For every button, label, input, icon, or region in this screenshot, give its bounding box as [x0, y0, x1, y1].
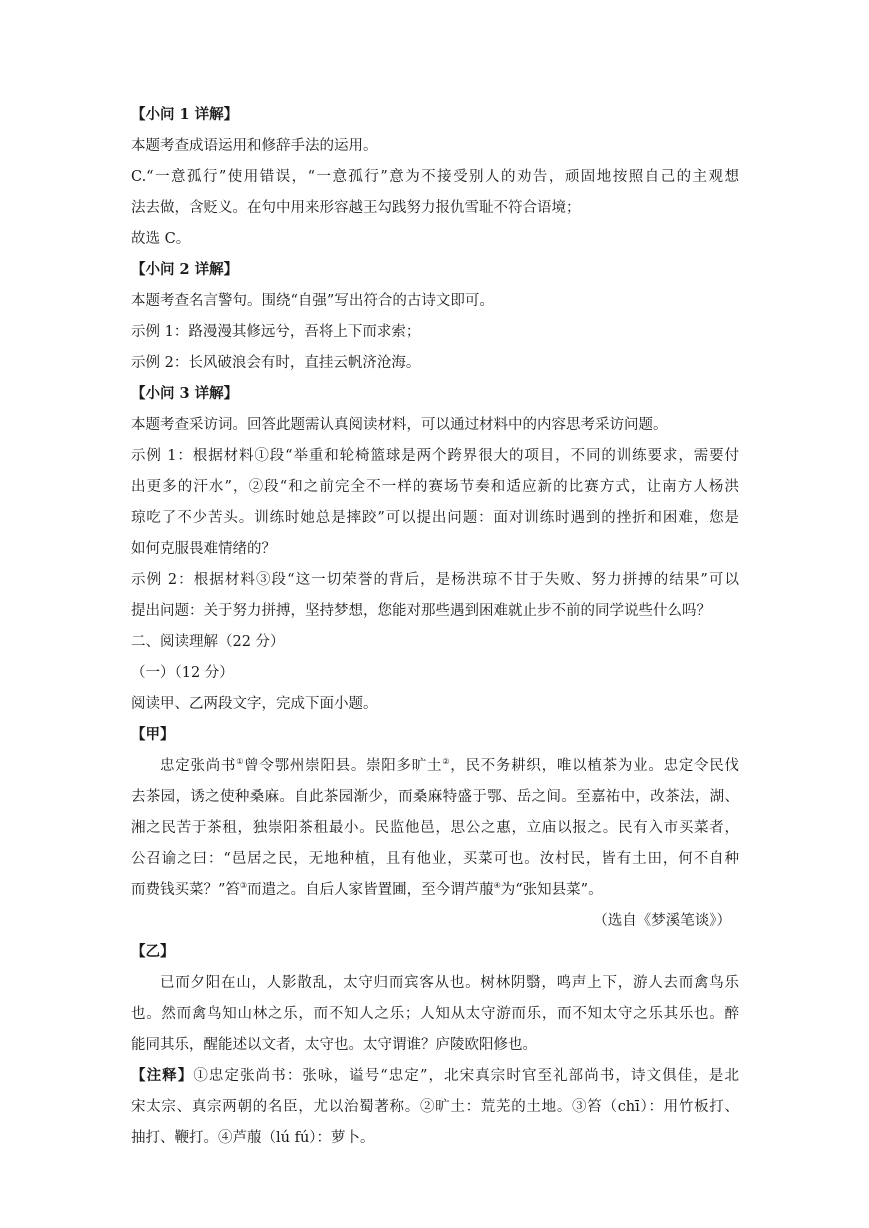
q2-line-1: 本题考查名言警句。围绕“自强”写出符合的古诗文即可。: [131, 293, 494, 309]
yi-line-3: 能同其乐，醒能述以文者，太守也。太守谓谁？庐陵欧阳修也。: [131, 1037, 537, 1053]
yi-line-2: 也。然而禽鸟知山林之乐，而不知人之乐；人知从太守游而乐，而不知太守之乐其乐也。醉: [131, 1006, 739, 1022]
q2-line-2: 示例 1：路漫漫其修远兮，吾将上下而求索；: [131, 324, 421, 340]
q3-line-1: 本题考查采访词。回答此题需认真阅读材料，可以通过材料中的内容思考采访问题。: [131, 417, 668, 433]
section2-subtitle: （一）（12 分）: [131, 665, 234, 681]
yi-line-1: 已而夕阳在山，人影散乱，太守归而宾客从也。树林阴翳，鸣声上下，游人去而禽鸟乐: [160, 975, 739, 991]
q3-line-3: 出更多的汗水”，②段“和之前完全不一样的赛场节奏和适应新的比赛方式，让南方人杨洪: [131, 479, 739, 495]
q1-line-1: 本题考查成语运用和修辞手法的运用。: [131, 138, 378, 154]
q3-line-5: 如何克服畏难情绪的？: [131, 541, 276, 557]
notes-line-3: 抽打、鞭打。④芦菔（lú fú）：萝卜。: [131, 1130, 375, 1146]
q3-line-4: 琼吃了不少苦头。训练时她总是摔跤”可以提出问题：面对训练时遇到的挫折和困难，您是: [131, 510, 739, 526]
jia-line-5: 而费钱买菜？”笞③而遣之。自后人家皆置圃，至今谓芦菔④为“张知县菜”。: [131, 881, 603, 898]
jia-line-1: 忠定张尚书①曾令鄂州崇阳县。崇阳多旷土②，民不务耕织，唯以植茶为业。忠定令民伐: [160, 757, 740, 774]
yi-label: 【乙】: [131, 943, 175, 960]
notes-line-2: 宋太宗、真宗两朝的名臣，尤以治蜀著称。②旷土：荒芜的土地。③笞（chī）：用竹板打、: [131, 1099, 739, 1115]
jia-line-2: 去茶园，诱之使种桑麻。自此茶园渐少，而桑麻特盛于鄂、岳之间。至嘉祐中，改茶法，湖、: [131, 789, 739, 805]
q1-line-3: 法去做，含贬义。在句中用来形容越王勾践努力报仇雪耻不符合语境；: [131, 200, 581, 216]
q3-heading: 【小问 3 详解】: [131, 385, 239, 402]
note-ref-1: ①: [236, 757, 245, 767]
section2-title: 二、阅读理解（22 分）: [131, 634, 285, 650]
q3-line-6: 示例 2：根据材料③段“这一切荣誉的背后，是杨洪琼不甘于失败、努力拼搏的结果”可以: [131, 572, 739, 588]
notes-line-1: 【注释】①忠定张尚书：张咏，谥号“忠定”，北宋真宗时官至礼部尚书，诗文俱佳，是北: [131, 1067, 739, 1084]
note-ref-4: ④: [493, 881, 501, 891]
note-ref-3: ③: [239, 881, 248, 891]
jia-source: （选自《梦溪笔谈》）: [593, 913, 731, 929]
q2-heading: 【小问 2 详解】: [131, 261, 239, 278]
jia-line-3: 湘之民苦于茶租，独崇阳茶租最小。民监他邑，思公之惠，立庙以报之。民有入市买菜者，: [131, 820, 739, 836]
q2-line-3: 示例 2：长风破浪会有时，直挂云帆济沧海。: [131, 355, 421, 371]
jia-line-4: 公召谕之曰：“邑居之民，无地种植，且有他业，买菜可也。汝村民，皆有土田，何不自种: [131, 851, 739, 867]
note-ref-2: ②: [442, 757, 451, 767]
section2-instruction: 阅读甲、乙两段文字，完成下面小题。: [131, 696, 378, 712]
q1-line-2: C.“一意孤行”使用错误，“一意孤行”意为不接受别人的劝告，顽固地按照自己的主观想: [131, 169, 739, 185]
q1-line-4: 故选 C。: [131, 231, 191, 247]
q1-heading: 【小问 1 详解】: [131, 106, 239, 123]
jia-label: 【甲】: [131, 726, 175, 743]
q3-line-7: 提出问题：关于努力拼搏，坚持梦想，您能对那些遇到困难就止步不前的同学说些什么吗？: [131, 603, 711, 619]
q3-line-2: 示例 1：根据材料①段“举重和轮椅篮球是两个跨界很大的项目，不同的训练要求，需要付: [131, 448, 739, 464]
notes-label: 【注释】: [131, 1067, 194, 1084]
